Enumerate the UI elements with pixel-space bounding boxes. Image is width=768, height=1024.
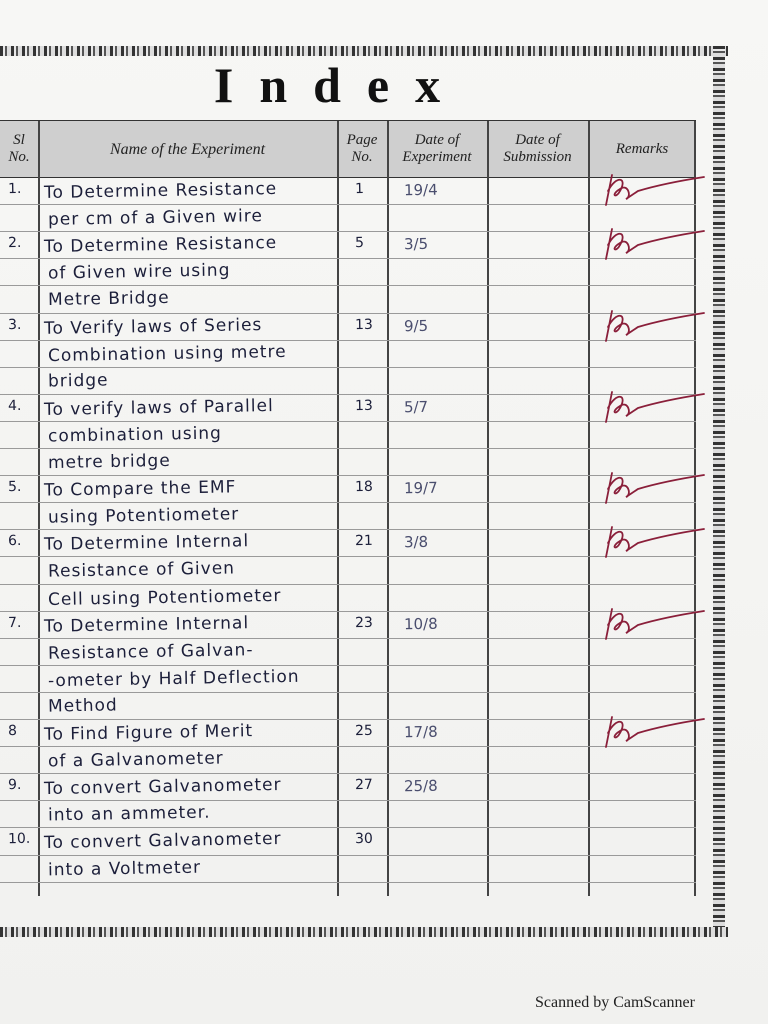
ruled-line <box>0 258 696 259</box>
ruled-line <box>0 421 696 422</box>
ruled-line <box>0 204 696 205</box>
header-date-submission: Date of Submission <box>503 132 572 165</box>
row-page-no: 25 <box>354 722 373 740</box>
header-date-experiment: Date of Experiment <box>402 132 472 165</box>
column-divider <box>337 121 339 896</box>
ruled-line <box>0 340 696 341</box>
experiment-name-line: To Determine Resistance <box>43 178 278 204</box>
row-sl-no: 2. <box>7 235 22 252</box>
row-page-no: 18 <box>354 478 373 496</box>
row-date-experiment: 9/5 <box>403 316 429 335</box>
row-page-no: 30 <box>354 831 373 848</box>
experiment-name-line: To convert Galvanometer <box>43 775 282 800</box>
index-table <box>0 120 696 896</box>
ruled-line <box>0 692 696 693</box>
experiment-name-line: Metre Bridge <box>47 288 170 311</box>
experiment-name-line: into an ammeter. <box>47 802 211 826</box>
ruled-line <box>0 882 696 883</box>
row-sl-no: 7. <box>7 614 22 631</box>
remarks-signature-icon <box>598 711 708 755</box>
table-header <box>0 121 696 178</box>
column-divider <box>387 121 389 896</box>
ruled-line <box>0 448 696 449</box>
remarks-signature-icon <box>598 305 708 349</box>
row-page-no: 1 <box>354 180 365 198</box>
ruled-line <box>0 800 696 801</box>
row-date-experiment: 5/7 <box>403 397 429 417</box>
row-sl-no: 5. <box>7 478 22 496</box>
experiment-name-line: into a Voltmeter <box>47 857 202 880</box>
decorative-border-top <box>0 46 728 56</box>
experiment-name-line: using Potentiometer <box>47 504 240 528</box>
ruled-line <box>0 611 696 612</box>
remarks-signature-icon <box>598 521 708 565</box>
header-experiment-name: Name of the Experiment <box>109 140 266 158</box>
experiment-name-line: To Verify laws of Series <box>43 314 263 339</box>
row-date-experiment: 19/7 <box>403 478 438 498</box>
experiment-name-line: To Find Figure of Merit <box>43 721 254 745</box>
experiment-name-line: bridge <box>47 370 109 392</box>
row-date-experiment: 19/4 <box>403 180 438 200</box>
ruled-line <box>0 638 696 639</box>
ruled-line <box>0 394 696 395</box>
ruled-line <box>0 855 696 856</box>
experiment-name-line: To Compare the EMF <box>43 477 237 501</box>
ruled-line <box>0 719 696 720</box>
column-divider <box>588 121 590 896</box>
experiment-name-line: of a Galvanometer <box>47 748 224 772</box>
experiment-name-line: To Determine Internal <box>43 612 250 637</box>
remarks-signature-icon <box>598 169 708 213</box>
ruled-line <box>0 556 696 557</box>
ruled-line <box>0 827 696 828</box>
ruled-line <box>0 285 696 286</box>
ruled-line <box>0 475 696 476</box>
experiment-name-line: of Given wire using <box>47 260 231 284</box>
experiment-name-line: Resistance of Galvan- <box>47 639 254 664</box>
experiment-name-line: Resistance of Given <box>47 558 236 583</box>
remarks-signature-icon <box>598 223 708 267</box>
remarks-signature-icon <box>598 467 708 511</box>
experiment-name-line: To verify laws of Parallel <box>43 395 274 420</box>
row-sl-no: 6. <box>7 533 22 550</box>
decorative-border-right <box>713 46 725 937</box>
experiment-name-line: To Determine Resistance <box>43 233 278 258</box>
experiment-name-line: -ometer by Half Deflection <box>47 666 300 691</box>
row-sl-no: 3. <box>7 316 22 333</box>
row-page-no: 13 <box>354 397 373 414</box>
row-date-experiment: 3/5 <box>403 234 429 254</box>
row-page-no: 21 <box>354 533 373 550</box>
ruled-line <box>0 584 696 585</box>
column-divider <box>38 121 40 896</box>
experiment-name-line: To Determine Internal <box>43 531 250 556</box>
experiment-name-line: Combination using metre <box>47 341 287 366</box>
header-page-no: Page No. <box>346 132 378 165</box>
experiment-name-line: Method <box>47 695 118 717</box>
column-divider <box>487 121 489 896</box>
experiment-name-line: per cm of a Given wire <box>47 206 264 230</box>
row-date-experiment: 3/8 <box>403 533 429 552</box>
row-page-no: 27 <box>354 777 373 794</box>
ruled-line <box>0 231 696 232</box>
decorative-border-bottom <box>0 927 728 937</box>
remarks-signature-icon <box>598 603 708 647</box>
experiment-name-line: To convert Galvanometer <box>43 829 282 854</box>
row-sl-no: 10. <box>7 831 31 848</box>
experiment-name-line: Cell using Potentiometer <box>47 585 282 610</box>
ruled-line <box>0 367 696 368</box>
row-page-no: 5 <box>354 235 365 252</box>
ruled-line <box>0 502 696 503</box>
ruled-line <box>0 746 696 747</box>
row-page-no: 13 <box>354 316 373 333</box>
row-date-experiment: 17/8 <box>403 722 438 742</box>
page-title: Index <box>213 57 467 113</box>
header-sl-no: Sl No. <box>8 132 30 165</box>
row-sl-no: 1. <box>7 180 22 198</box>
row-page-no: 23 <box>354 614 373 631</box>
ruled-line <box>0 313 696 314</box>
row-date-experiment: 10/8 <box>403 614 438 633</box>
ruled-line <box>0 773 696 774</box>
ruled-line <box>0 529 696 530</box>
row-sl-no: 4. <box>7 397 22 414</box>
header-remarks: Remarks <box>615 140 669 157</box>
scanner-watermark: Scanned by CamScanner <box>535 994 695 1011</box>
row-sl-no: 8 <box>7 722 18 740</box>
experiment-name-line: metre bridge <box>47 450 171 474</box>
row-date-experiment: 25/8 <box>403 776 438 796</box>
ruled-line <box>0 665 696 666</box>
row-sl-no: 9. <box>7 777 22 794</box>
experiment-name-line: combination using <box>47 423 223 447</box>
remarks-signature-icon <box>598 386 708 430</box>
